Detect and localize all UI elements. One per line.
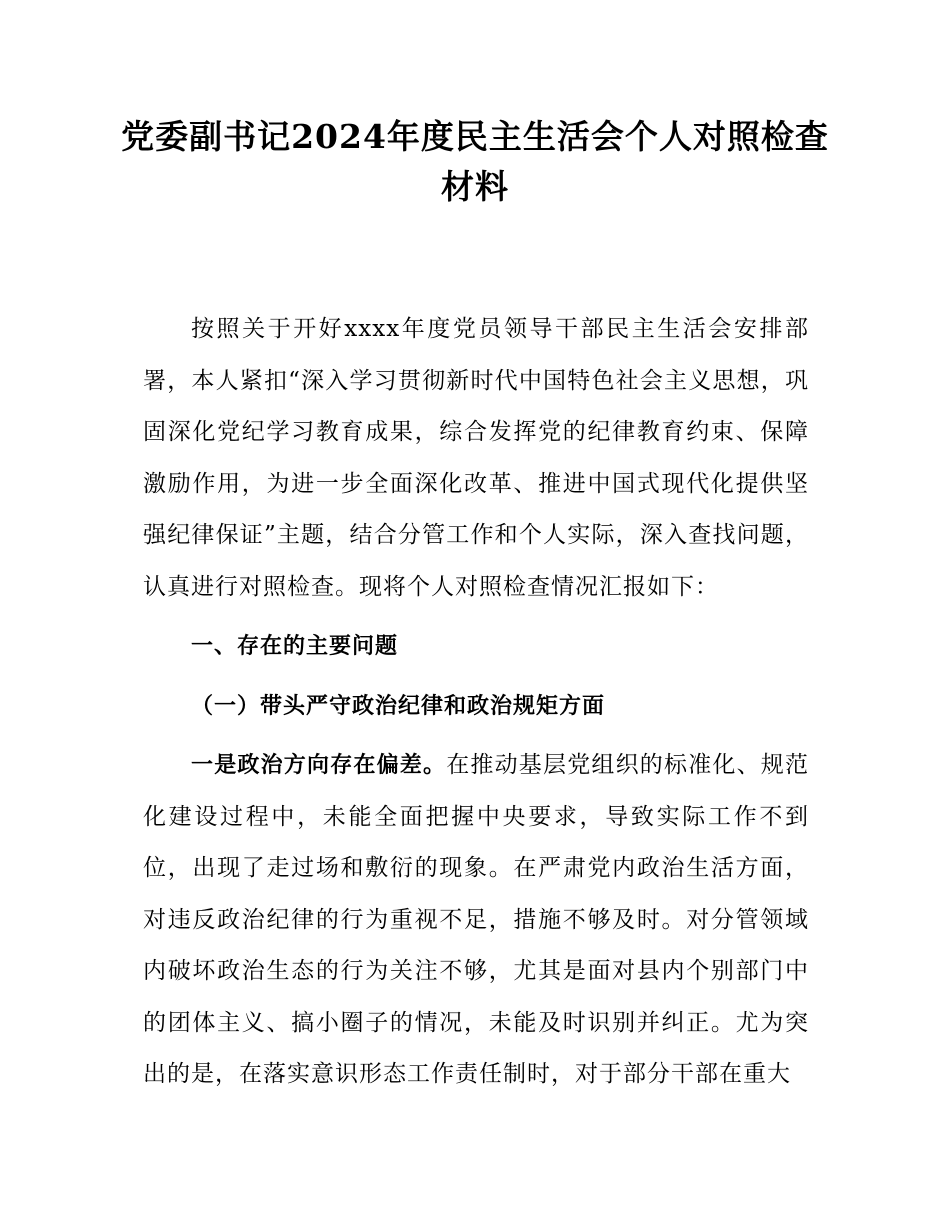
intro-paragraph: 按照关于开好xxxx年度党员领导干部民主生活会安排部署，本人紧扣“深入学习贯彻新时代中国特色社会主义思想，巩固深化党纪学习教育成果，综合发挥党的纪律教育约束、保障激励作用，为进一步全面深化改革、推进中国式现代化提供坚强纪律保证”主题，结合分管工作和个人实际，深入查找问题，认真进行对照检查。现将个人对照检查情况汇报如下： (143, 316, 809, 600)
point-lead-1: 一是政治方向存在偏差。 (191, 753, 447, 778)
subsection-heading-1: （一）带头严守政治纪律和政治规矩方面 (191, 693, 606, 719)
section-heading-1: 一、存在的主要问题 (191, 634, 399, 659)
point-text-1: 在推动基层党组织的标准化、规范化建设过程中，未能全面把握中央要求，导致实际工作不到位，出现了走过场和敷衍的现象。在严肃党内政治生活方面，对违反政治纪律的行为重视不足，措施不够及时。对分管领域内破坏政治生态的行为关注不够，尤其是面对县内个别部门中的团体主义、搞小圈子的情况，未能及时识别并纠正。尤为突出的是，在落实意识形态工作责任制时，对于部分干部在重大 (143, 752, 809, 1087)
document-body (143, 304, 809, 1101)
document-title: 党委副书记2024年度民主生活会个人对照检查材料 (121, 117, 829, 206)
point-paragraph-1 (143, 740, 809, 1101)
